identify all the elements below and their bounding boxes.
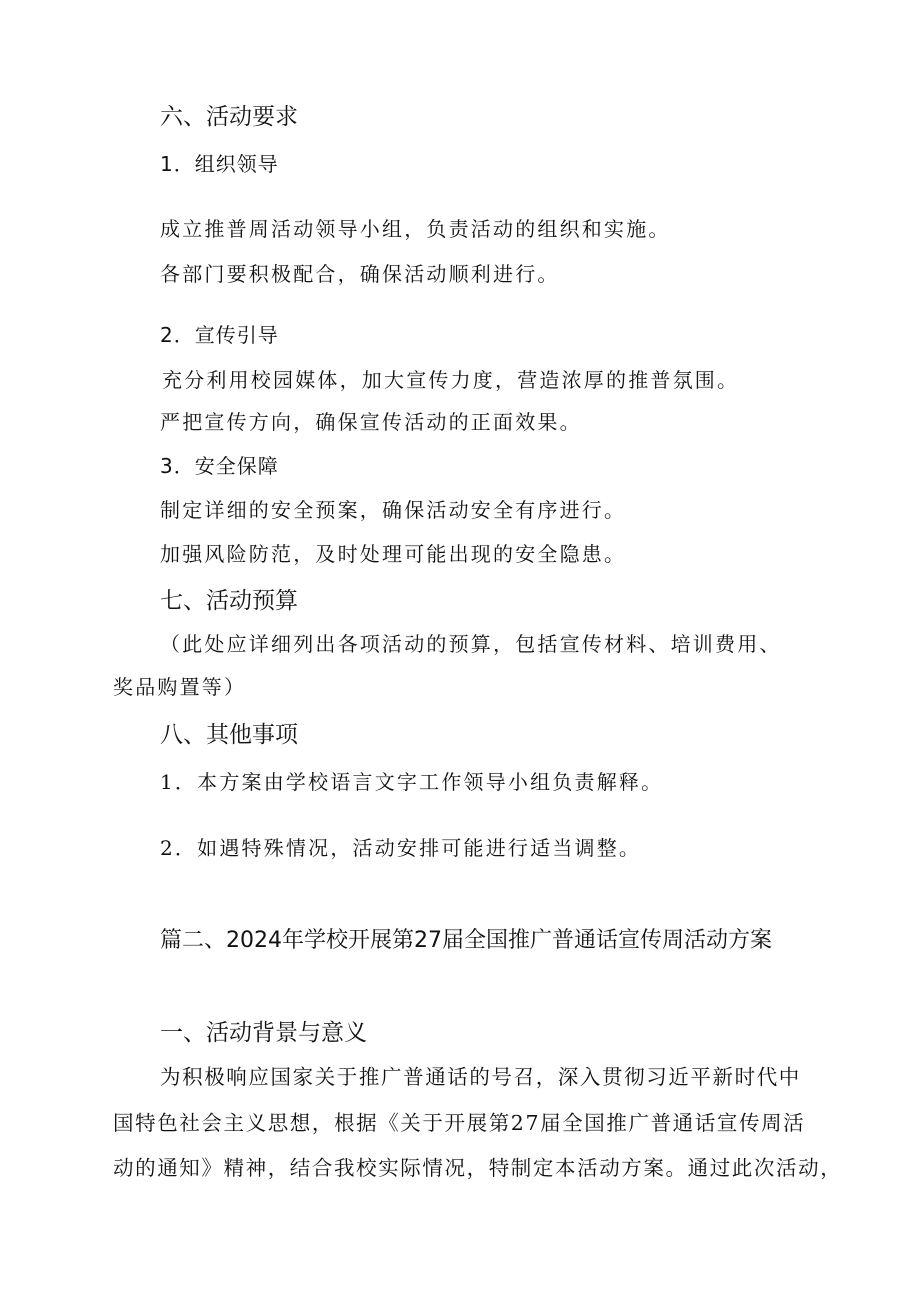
part-2-paragraph-line-3: 动的通知》精神，结合我校实际情况，特制定本活动方案。通过此次活动， xyxy=(113,1156,843,1180)
section-6-item-2-title: 2．宣传引导 xyxy=(160,323,279,347)
part-2-title: 篇二、2024年学校开展第27届全国推广普通话宣传周活动方案 xyxy=(160,928,772,953)
section-6-heading: 六、活动要求 xyxy=(160,104,298,130)
section-8-heading: 八、其他事项 xyxy=(160,722,298,748)
section-6-item-2-line-2: 严把宣传方向，确保宣传活动的正面效果。 xyxy=(160,410,582,434)
part-2-section-1-heading: 一、活动背景与意义 xyxy=(160,1020,367,1046)
section-6-item-1-line-2: 各部门要积极配合，确保活动顺利进行。 xyxy=(160,262,560,286)
part-2-paragraph-line-2: 国特色社会主义思想，根据《关于开展第27届全国推广普通话宣传周活 xyxy=(113,1111,806,1135)
section-6-item-1-title: 1．组织领导 xyxy=(160,152,279,176)
section-6-item-3-line-2: 加强风险防范，及时处理可能出现的安全隐患。 xyxy=(160,542,627,566)
section-7-line-2: 奖品购置等） xyxy=(113,675,247,699)
section-8-item-1: 1．本方案由学校语言文字工作领导小组负责解释。 xyxy=(160,770,664,794)
section-6-item-3-title: 3．安全保障 xyxy=(160,454,279,478)
section-6-item-2-line-1: 充分利用校园媒体，加大宣传力度，营造浓厚的推普氛围。 xyxy=(162,368,740,392)
section-7-heading: 七、活动预算 xyxy=(160,588,298,614)
section-8-item-2: 2．如遇特殊情况，活动安排可能进行适当调整。 xyxy=(160,836,642,860)
section-6-item-1-line-1: 成立推普周活动领导小组，负责活动的组织和实施。 xyxy=(160,217,671,241)
section-6-item-3-line-1: 制定详细的安全预案，确保活动安全有序进行。 xyxy=(160,498,627,522)
section-7-line-1: （此处应详细列出各项活动的预算，包括宣传材料、培训费用、 xyxy=(160,632,782,656)
part-2-paragraph-line-1: 为积极响应国家关于推广普通话的号召，深入贯彻习近平新时代中 xyxy=(160,1065,801,1089)
